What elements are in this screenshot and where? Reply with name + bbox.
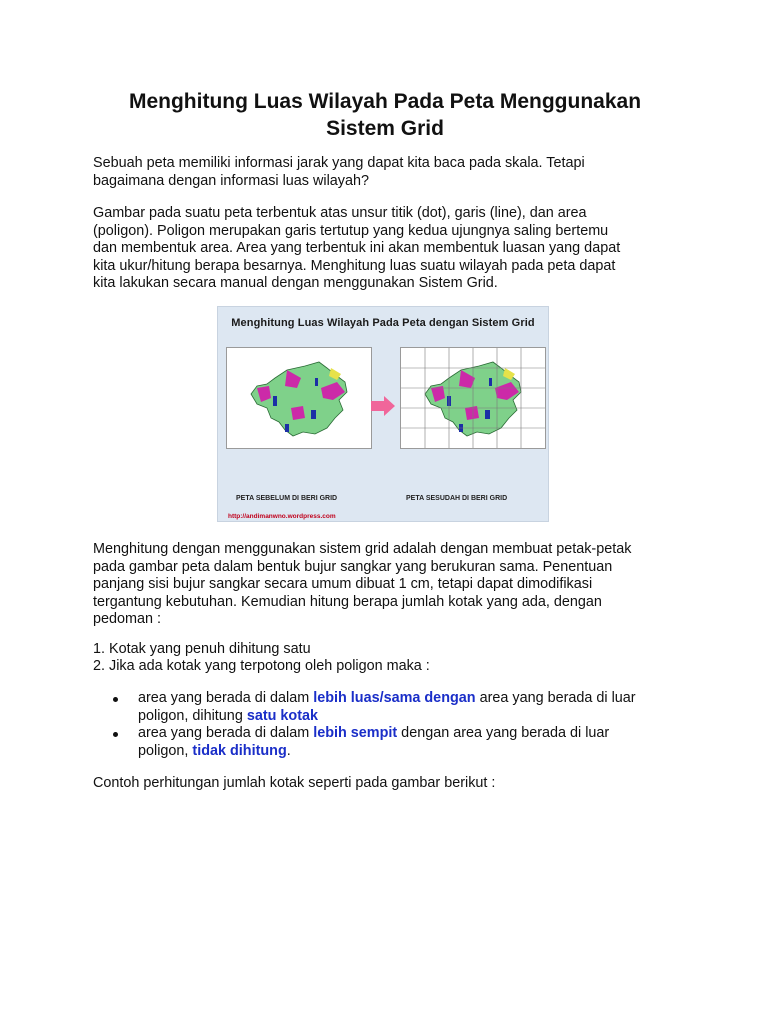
method-line-3: panjang sisi bujur sangkar secara umum dibuat 1 cm, tetapi dapat dimodifikasi: [93, 576, 593, 592]
definition-line-1: Gambar pada suatu peta terbentuk atas unsur titik (dot), garis (line), dan area: [93, 205, 587, 221]
bullet-1-highlight-b: satu kotak: [246, 707, 319, 724]
title-line-1: Menghitung Luas Wilayah Pada Peta Menggunakan: [128, 90, 642, 113]
closing-paragraph: Contoh perhitungan jumlah kotak seperti pada gambar berikut :: [93, 775, 496, 791]
figure-title: Menghitung Luas Wilayah Pada Peta dengan Sistem Grid: [231, 317, 535, 329]
bullet-2-text-c: poligon,: [138, 742, 193, 759]
intro-paragraph: [93, 155, 683, 190]
method-line-4: tergantung kebutuhan. Kemudian hitung berapa jumlah kotak yang ada, dengan: [93, 593, 602, 610]
definition-line-4: kita ukur/hitung berapa besarnya. Menghitung luas suatu wilayah pada peta dapat: [93, 257, 616, 274]
bullet-2-highlight-b: tidak dihitung: [192, 742, 287, 759]
title-line-2: Sistem Grid: [326, 117, 444, 140]
definition-paragraph: [93, 205, 683, 293]
numbered-item-1: 1. Kotak yang penuh dihitung satu: [93, 641, 311, 657]
method-line-5: pedoman :: [93, 611, 162, 627]
bullet-1-text-b: area yang berada di luar: [475, 690, 636, 706]
label-after-grid: PETA SESUDAH DI BERI GRID: [406, 495, 508, 502]
method-line-1: Menghitung dengan menggunakan sistem grid adalah dengan membuat petak-petak: [93, 541, 632, 557]
bullet-2-text-b: dengan area yang berada di luar: [397, 725, 610, 741]
transform-arrow-icon: [370, 395, 396, 417]
intro-line-2: bagaimana dengan informasi luas wilayah?: [93, 172, 369, 189]
bullet-1-text-c: poligon, dihitung: [138, 707, 247, 724]
method-paragraph: [93, 541, 683, 629]
page-title: [100, 88, 670, 142]
label-before-grid: PETA SEBELUM DI BERI GRID: [236, 495, 338, 502]
map-before-grid: [226, 347, 372, 449]
bullet-dot: [113, 697, 118, 702]
method-line-2: pada gambar peta dalam bentuk bujur sangkar yang berukuran sama. Penentuan: [93, 558, 613, 575]
map-after-grid: [400, 347, 546, 449]
bullet-2-text-a: area yang berada di dalam: [138, 725, 314, 741]
region-map-illustration: [227, 348, 371, 448]
bullet-2-highlight-a: lebih sempit: [313, 725, 398, 741]
grid-method-figure: [217, 306, 549, 522]
numbered-item-2: 2. Jika ada kotak yang terpotong oleh poligon maka :: [93, 658, 430, 674]
intro-line-1: Sebuah peta memiliki informasi jarak yang dapat kita baca pada skala. Tetapi: [93, 155, 585, 171]
bullet-1-text-a: area yang berada di dalam: [138, 690, 314, 706]
definition-line-5: kita lakukan secara manual dengan menggunakan Sistem Grid.: [93, 275, 498, 291]
definition-line-2: (poligon). Poligon merupakan garis tertutup yang kedua ujungnya saling bertemu: [93, 222, 609, 239]
bullet-1-highlight-a: lebih luas/sama dengan: [313, 690, 476, 706]
gridded-region-map-illustration: [401, 348, 545, 448]
definition-line-3: dan membentuk area. Area yang terbentuk ini akan membentuk luasan yang dapat: [93, 240, 621, 256]
figure-source-url: http://andimanwno.wordpress.com: [228, 513, 336, 520]
bullet-2-text-end: .: [286, 742, 291, 759]
bullet-dot: [113, 732, 118, 737]
